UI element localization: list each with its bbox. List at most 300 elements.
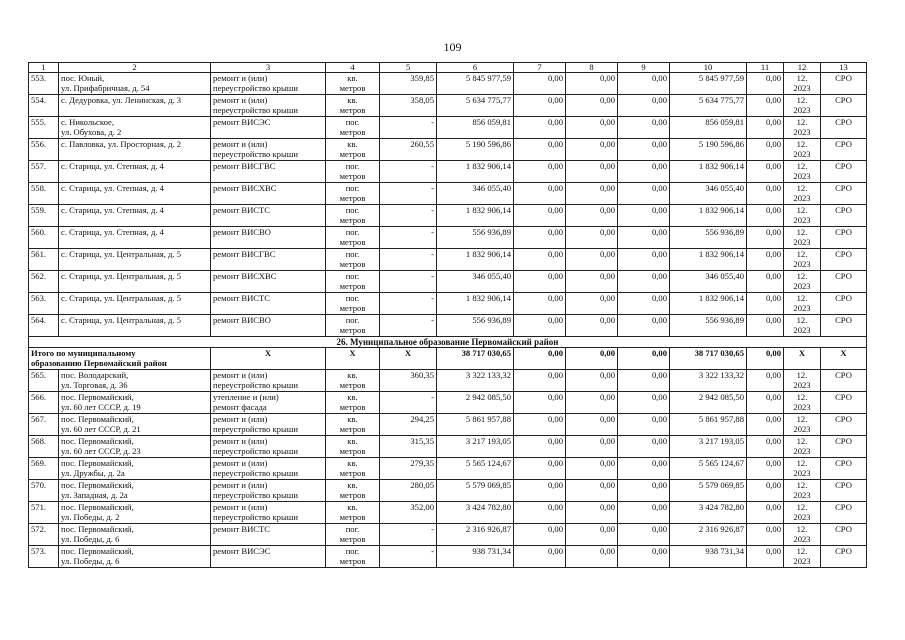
cell-text-line: ул. Торговая, д. 36 [61,380,128,390]
source-cell: СРО [821,205,867,227]
fund-cell: 0,00 [514,458,566,480]
unit-cell [326,139,380,161]
owner-fund-cell: 938 731,34 [670,546,747,568]
fund-cell: 0,00 [514,139,566,161]
table-row [29,183,867,205]
cell-text-line: ремонт ВИСТС [213,293,271,303]
table-row [29,414,867,436]
row-number-cell: 557. [29,161,59,183]
fund-cell: 0,00 [566,205,618,227]
row-number-cell: 561. [29,249,59,271]
municipality-total-row [29,348,867,370]
cell-text-line: ремонт и (или) [213,502,268,512]
unit-cell [326,205,380,227]
cell-text-line: 12. [796,205,808,215]
cell-text-line: пос. Первомайский, [61,546,134,556]
cell-text-line: пог. [345,271,360,281]
fund-cell: 0,00 [514,480,566,502]
cell-text-line: метров [339,446,366,456]
address-cell [59,546,211,568]
address-cell [59,436,211,458]
fund-cell: 0,00 [566,458,618,480]
cell-text-line: ул. 60 лет СССР, д. 23 [61,446,141,456]
fund-cell: 0,00 [514,436,566,458]
deadline-cell [784,392,821,414]
address-cell [59,502,211,524]
cell-text-line: 12. [796,480,808,490]
work-type-cell [211,458,326,480]
source-cell: СРО [821,502,867,524]
total-cost-cell: 938 731,34 [437,546,514,568]
quantity-cell: 315,35 [380,436,437,458]
source-cell: СРО [821,95,867,117]
total-x-cell: X [784,348,821,370]
fund-cell: 0,00 [618,73,670,95]
deadline-cell [784,370,821,392]
source-cell: СРО [821,73,867,95]
cell-text-line: метров [339,490,366,500]
total-cost-cell: 5 845 977,59 [437,73,514,95]
fund-cell: 0,00 [747,315,784,337]
cell-text-line: с. Старица, ул. Центральная, д. 5 [61,315,182,325]
total-cost-cell: 5 579 069,85 [437,480,514,502]
cell-text-line: пос. Первомайский, [61,458,134,468]
quantity-cell: - [380,161,437,183]
total-cost-cell: 38 717 030,65 [437,348,514,370]
source-cell: СРО [821,227,867,249]
deadline-cell [784,73,821,95]
fund-cell: 0,00 [566,227,618,249]
row-number-cell: 573. [29,546,59,568]
deadline-cell [784,315,821,337]
source-cell: СРО [821,436,867,458]
cell-text-line: 2023 [793,193,811,203]
address-cell [59,139,211,161]
address-cell [59,73,211,95]
fund-cell: 0,00 [514,348,566,370]
total-cost-cell: 346 055,40 [437,183,514,205]
fund-cell: 0,00 [514,370,566,392]
cell-text-line: 2023 [793,281,811,291]
cell-text-line: ремонт ВИСВО [213,227,271,237]
column-number-cell: 6 [437,63,514,73]
owner-fund-cell: 1 832 906,14 [670,293,747,315]
quantity-cell: - [380,546,437,568]
row-number-cell: 554. [29,95,59,117]
source-cell: СРО [821,392,867,414]
fund-cell: 0,00 [566,161,618,183]
deadline-cell [784,95,821,117]
fund-cell: 0,00 [618,161,670,183]
owner-fund-cell: 1 832 906,14 [670,161,747,183]
deadline-cell [784,502,821,524]
total-x-cell: X [326,348,380,370]
quantity-cell: - [380,293,437,315]
address-cell [59,392,211,414]
work-type-cell [211,117,326,139]
fund-cell: 0,00 [514,524,566,546]
fund-cell: 0,00 [566,414,618,436]
cell-text-line: ремонт и (или) [213,95,268,105]
fund-cell: 0,00 [514,502,566,524]
total-cost-cell: 5 861 957,88 [437,414,514,436]
owner-fund-cell: 5 565 124,67 [670,458,747,480]
fund-cell: 0,00 [618,480,670,502]
address-cell [59,117,211,139]
cell-text-line: пог. [345,183,360,193]
cell-text-line: 12. [796,183,808,193]
cell-text-line: пог. [345,315,360,325]
row-number-cell: 564. [29,315,59,337]
unit-cell [326,161,380,183]
row-number-cell: 553. [29,73,59,95]
fund-cell: 0,00 [566,392,618,414]
cell-text-line: кв. [347,436,358,446]
cell-text-line: 12. [796,161,808,171]
table-row [29,117,867,139]
fund-cell: 0,00 [618,436,670,458]
table-row [29,293,867,315]
cell-text-line: метров [339,83,366,93]
fund-cell: 0,00 [566,293,618,315]
total-cost-cell: 2 316 926,87 [437,524,514,546]
municipality-heading: 26. Муниципальное образование Первомайский район [29,337,867,348]
address-cell [59,161,211,183]
cell-text-line: метров [339,237,366,247]
table-row [29,161,867,183]
cell-text-line: ул. 60 лет СССР, д. 21 [61,424,141,434]
fund-cell: 0,00 [747,392,784,414]
cell-text-line: с. Старица, ул. Степная, д. 4 [61,205,164,215]
cell-text-line: кв. [347,480,358,490]
fund-cell: 0,00 [747,95,784,117]
quantity-cell: 352,00 [380,502,437,524]
cell-text-line: переустройство крыши [213,149,298,159]
cell-text-line: кв. [347,139,358,149]
fund-cell: 0,00 [566,524,618,546]
cell-text-line: ремонт фасада [213,402,267,412]
work-type-cell [211,502,326,524]
column-number-cell: 7 [514,63,566,73]
fund-cell: 0,00 [566,95,618,117]
fund-cell: 0,00 [747,348,784,370]
work-type-cell [211,414,326,436]
owner-fund-cell: 556 936,89 [670,315,747,337]
fund-cell: 0,00 [618,315,670,337]
unit-cell [326,183,380,205]
fund-cell: 0,00 [618,392,670,414]
deadline-cell [784,524,821,546]
column-number-cell: 11 [747,63,784,73]
fund-cell: 0,00 [566,480,618,502]
cell-text-line: пос. Первомайский, [61,480,134,490]
row-number-cell: 559. [29,205,59,227]
cell-text-line: образованию Первомайский район [31,358,167,368]
fund-cell: 0,00 [618,205,670,227]
column-number-cell: 13 [821,63,867,73]
work-type-cell [211,205,326,227]
deadline-cell [784,436,821,458]
fund-cell: 0,00 [514,315,566,337]
cell-text-line: переустройство крыши [213,446,298,456]
table-row [29,139,867,161]
work-type-cell [211,480,326,502]
fund-cell: 0,00 [566,249,618,271]
cell-text-line: 12. [796,502,808,512]
cell-text-line: с. Старица, ул. Центральная, д. 5 [61,249,182,259]
work-type-cell [211,293,326,315]
fund-cell: 0,00 [514,414,566,436]
owner-fund-cell: 1 832 906,14 [670,205,747,227]
owner-fund-cell: 5 861 957,88 [670,414,747,436]
fund-cell: 0,00 [747,546,784,568]
quantity-cell: - [380,392,437,414]
unit-cell [326,271,380,293]
cell-text-line: метров [339,127,366,137]
deadline-cell [784,139,821,161]
fund-cell: 0,00 [514,546,566,568]
fund-cell: 0,00 [514,73,566,95]
fund-cell: 0,00 [747,370,784,392]
quantity-cell: 358,05 [380,95,437,117]
fund-cell: 0,00 [618,271,670,293]
fund-cell: 0,00 [566,139,618,161]
fund-cell: 0,00 [747,139,784,161]
fund-cell: 0,00 [747,524,784,546]
cell-text-line: 2023 [793,149,811,159]
fund-cell: 0,00 [618,370,670,392]
fund-cell: 0,00 [747,414,784,436]
cell-text-line: кв. [347,370,358,380]
total-cost-cell: 3 424 782,80 [437,502,514,524]
fund-cell: 0,00 [566,315,618,337]
address-cell [59,227,211,249]
fund-cell: 0,00 [566,502,618,524]
fund-cell: 0,00 [618,117,670,139]
cell-text-line: ремонт ВИСВО [213,315,271,325]
row-number-cell: 563. [29,293,59,315]
cell-text-line: кв. [347,458,358,468]
row-number-cell: 567. [29,414,59,436]
cell-text-line: 12. [796,436,808,446]
fund-cell: 0,00 [514,95,566,117]
column-number-row [29,63,867,73]
cell-text-line: кв. [347,73,358,83]
municipality-total-label [29,348,211,370]
address-cell [59,458,211,480]
work-type-cell [211,370,326,392]
fund-cell: 0,00 [514,271,566,293]
cell-text-line: 2023 [793,259,811,269]
fund-cell: 0,00 [747,436,784,458]
quantity-cell: 260,55 [380,139,437,161]
cell-text-line: кв. [347,414,358,424]
fund-cell: 0,00 [747,205,784,227]
work-type-cell [211,392,326,414]
row-number-cell: 568. [29,436,59,458]
total-cost-cell: 556 936,89 [437,315,514,337]
cell-text-line: метров [339,512,366,522]
cell-text-line: ремонт и (или) [213,480,268,490]
cell-text-line: 2023 [793,171,811,181]
cell-text-line: ремонт и (или) [213,436,268,446]
unit-cell [326,315,380,337]
owner-fund-cell: 5 190 596,86 [670,139,747,161]
fund-cell: 0,00 [566,546,618,568]
fund-cell: 0,00 [618,348,670,370]
table-row [29,480,867,502]
address-cell [59,293,211,315]
unit-cell [326,524,380,546]
deadline-cell [784,480,821,502]
row-number-cell: 571. [29,502,59,524]
fund-cell: 0,00 [566,436,618,458]
work-type-cell [211,73,326,95]
owner-fund-cell: 2 942 085,50 [670,392,747,414]
municipality-heading-row [29,337,867,348]
total-cost-cell: 5 634 775,77 [437,95,514,117]
fund-cell: 0,00 [747,458,784,480]
cell-text-line: метров [339,303,366,313]
owner-fund-cell: 3 217 193,05 [670,436,747,458]
unit-cell [326,73,380,95]
cell-text-line: пос. Первомайский, [61,502,134,512]
cell-text-line: метров [339,534,366,544]
cell-text-line: метров [339,325,366,335]
quantity-cell: 360,35 [380,370,437,392]
cell-text-line: пог. [345,227,360,237]
work-type-cell [211,183,326,205]
fund-cell: 0,00 [566,73,618,95]
cell-text-line: Итого по муниципальному [31,348,136,358]
fund-cell: 0,00 [566,370,618,392]
cell-text-line: ремонт и (или) [213,139,268,149]
address-cell [59,524,211,546]
fund-cell: 0,00 [514,227,566,249]
cell-text-line: 12. [796,414,808,424]
work-type-cell [211,546,326,568]
column-number-cell: 10 [670,63,747,73]
quantity-cell: 279,35 [380,458,437,480]
capital-repair-table [28,62,867,568]
address-cell [59,271,211,293]
row-number-cell: 560. [29,227,59,249]
source-cell: СРО [821,414,867,436]
unit-cell [326,249,380,271]
owner-fund-cell: 2 316 926,87 [670,524,747,546]
owner-fund-cell: 1 832 906,14 [670,249,747,271]
work-type-cell [211,161,326,183]
table-row [29,370,867,392]
quantity-cell: 280,05 [380,480,437,502]
deadline-cell [784,117,821,139]
cell-text-line: 12. [796,139,808,149]
cell-text-line: кв. [347,502,358,512]
work-type-cell [211,524,326,546]
total-cost-cell: 5 190 596,86 [437,139,514,161]
cell-text-line: пог. [345,293,360,303]
cell-text-line: 2023 [793,237,811,247]
unit-cell [326,458,380,480]
cell-text-line: пог. [345,117,360,127]
unit-cell [326,392,380,414]
deadline-cell [784,293,821,315]
work-type-cell [211,227,326,249]
cell-text-line: с. Дедуровка, ул. Ленинская, д. 3 [61,95,182,105]
unit-cell [326,293,380,315]
quantity-cell: - [380,227,437,249]
deadline-cell [784,227,821,249]
cell-text-line: ремонт ВИСХВС [213,183,277,193]
cell-text-line: метров [339,556,366,566]
unit-cell [326,227,380,249]
owner-fund-cell: 5 845 977,59 [670,73,747,95]
cell-text-line: кв. [347,95,358,105]
column-number-cell: 3 [211,63,326,73]
cell-text-line: ремонт ВИСХВС [213,271,277,281]
cell-text-line: 2023 [793,380,811,390]
fund-cell: 0,00 [566,348,618,370]
owner-fund-cell: 38 717 030,65 [670,348,747,370]
owner-fund-cell: 346 055,40 [670,183,747,205]
owner-fund-cell: 346 055,40 [670,271,747,293]
cell-text-line: переустройство крыши [213,380,298,390]
cell-text-line: ремонт ВИСЭС [213,117,271,127]
source-cell: СРО [821,249,867,271]
column-number-cell: 5 [380,63,437,73]
total-cost-cell: 556 936,89 [437,227,514,249]
unit-cell [326,95,380,117]
cell-text-line: метров [339,171,366,181]
cell-text-line: с. Старица, ул. Центральная, д. 5 [61,293,182,303]
table-row [29,392,867,414]
cell-text-line: ул. Прифабричная, д. 54 [61,83,150,93]
owner-fund-cell: 3 322 133,32 [670,370,747,392]
address-cell [59,183,211,205]
deadline-cell [784,205,821,227]
owner-fund-cell: 856 059,81 [670,117,747,139]
fund-cell: 0,00 [566,271,618,293]
cell-text-line: ремонт и (или) [213,370,268,380]
cell-text-line: 12. [796,392,808,402]
cell-text-line: 12. [796,117,808,127]
cell-text-line: ул. Победы, д. 2 [61,512,120,522]
fund-cell: 0,00 [566,183,618,205]
cell-text-line: с. Старица, ул. Центральная, д. 5 [61,271,182,281]
total-cost-cell: 1 832 906,14 [437,249,514,271]
cell-text-line: пог. [345,205,360,215]
fund-cell: 0,00 [747,117,784,139]
cell-text-line: 2023 [793,468,811,478]
quantity-cell: - [380,205,437,227]
quantity-cell: 359,85 [380,73,437,95]
deadline-cell [784,161,821,183]
deadline-cell [784,183,821,205]
column-number-cell: 4 [326,63,380,73]
deadline-cell [784,249,821,271]
deadline-cell [784,458,821,480]
cell-text-line: 2023 [793,127,811,137]
cell-text-line: пог. [345,524,360,534]
column-number-cell: 1 [29,63,59,73]
cell-text-line: ремонт ВИСТС [213,524,271,534]
cell-text-line: метров [339,281,366,291]
work-type-cell [211,249,326,271]
table-row [29,502,867,524]
row-number-cell: 565. [29,370,59,392]
table-row [29,227,867,249]
cell-text-line: 2023 [793,215,811,225]
